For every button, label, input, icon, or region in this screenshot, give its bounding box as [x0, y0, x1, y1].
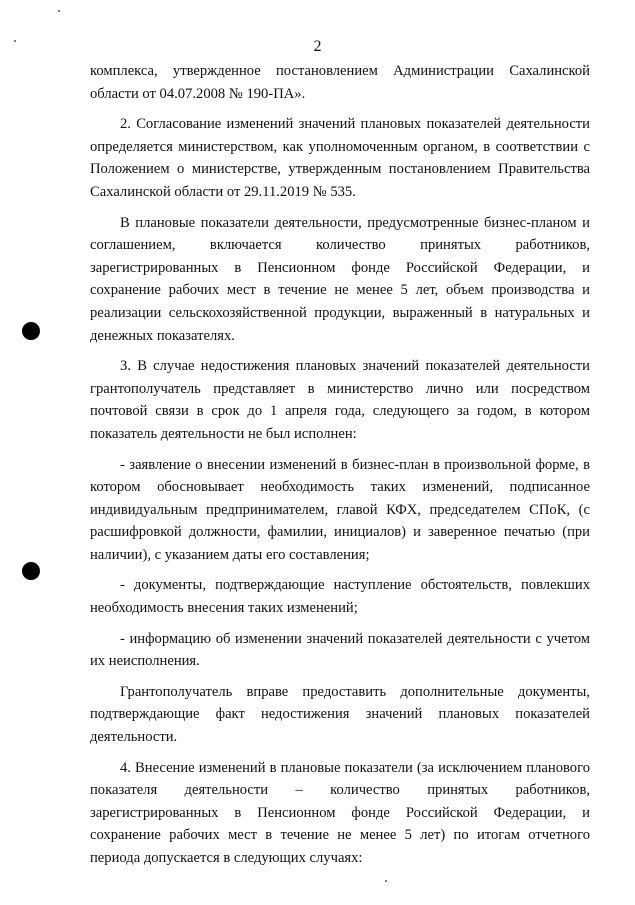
page-number: 2	[313, 38, 322, 55]
paragraph: комплекса, утвержденное постановлением Администрации Сахалинской области от 04.07.2008 № 190-ПА».	[90, 63, 590, 102]
paragraph: 4. Внесение изменений в плановые показатели (за исключением планового показателя деятельности – количество принятых работников, зарегистрированных в Пенсионном фонде Российской Федерации, и сохранение рабочих мест в течение не менее 5 лет) по итогам отчетного периода допускается в следующих случаях:	[90, 759, 590, 866]
punch-hole	[22, 322, 40, 340]
paragraph: 3. В случае недостижения плановых значений показателей деятельности грантополучатель представляет в министерство лично или посредством почтовой связи в срок до 1 апреля года, следующего за годом, в котором показатель деятельности не был исполнен:	[90, 358, 590, 442]
list-item: - информацию об изменении значений показателей деятельности с учетом их неисполнения.	[90, 630, 590, 670]
punch-hole	[22, 562, 40, 580]
scan-speck	[385, 880, 387, 882]
scan-speck	[14, 40, 16, 42]
paragraph: Грантополучатель вправе предоставить дополнительные документы, подтверждающие факт недостижения значений плановых показателей деятельности.	[90, 683, 590, 746]
list-item: - заявление о внесении изменений в бизнес-план в произвольной форме, в котором обосновывает необходимость таких изменений, подписанное индивидуальным предпринимателем, главой КФХ, председателем СПоК, (с расшифровкой должности, фамилии, инициалов) и заверенное печатью (при наличии), с указанием даты его составления;	[90, 456, 590, 563]
paragraph: 2. Согласование изменений значений плановых показателей деятельности определяется министерством, как уполномоченным органом, в соответствии с Положением о министерстве, утвержденным постановлением Правительства Сахалинской области от 29.11.2019 № 535.	[90, 116, 590, 200]
document-body	[90, 60, 590, 878]
scan-speck	[58, 10, 60, 12]
paragraph: В плановые показатели деятельности, предусмотренные бизнес-планом и соглашением, включается количество принятых работников, зарегистрированных в Пенсионном фонде Российской Федерации, и сохранение рабочих мест в течение не менее 5 лет, объем производства и реализации сельскохозяйственной продукции, выраженный в натуральных и денежных показателях.	[90, 214, 590, 344]
list-item: - документы, подтверждающие наступление обстоятельств, повлекших необходимость внесения таких изменений;	[90, 577, 590, 617]
